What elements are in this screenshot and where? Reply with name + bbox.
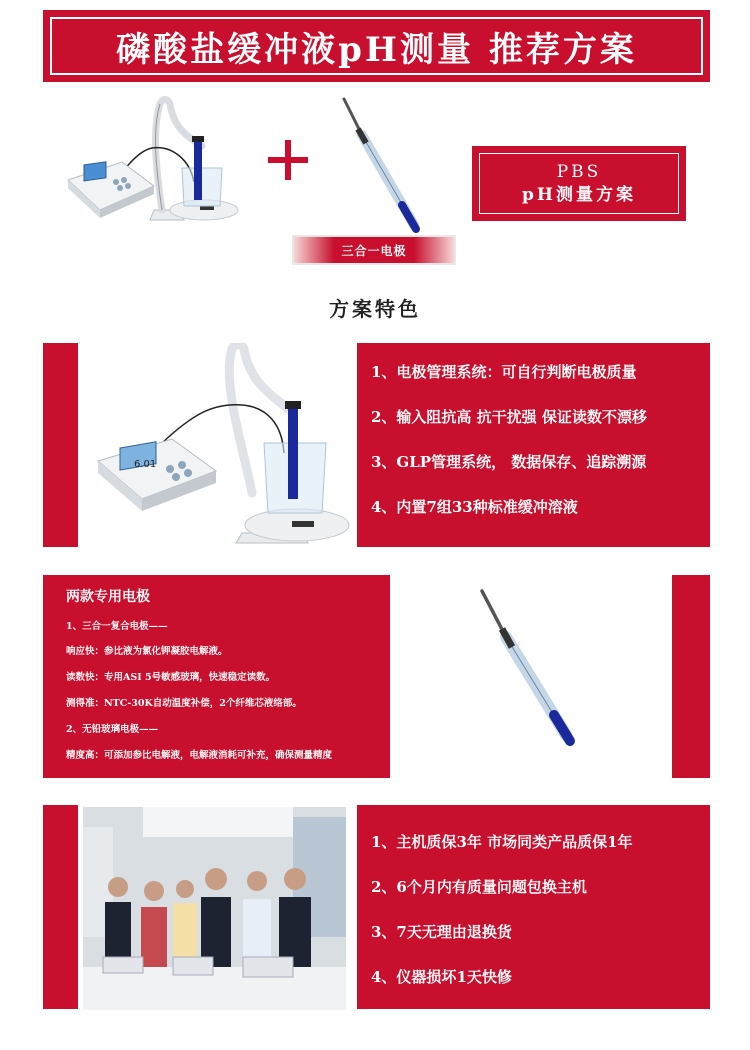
feature-list: [357, 343, 710, 547]
electrode-line: 2、无铅玻璃电极——: [66, 724, 159, 735]
electrode-large-image: [470, 585, 590, 755]
page-title: 磷酸盐缓冲液pH测量 推荐方案: [116, 29, 637, 70]
electrode-panel-title: 两款专用电极: [66, 589, 150, 605]
exhibition-photo: [83, 807, 346, 1010]
plus-icon: [268, 140, 308, 180]
electrode-image: [338, 95, 428, 235]
electrode-line: 精度高：可添加参比电解液，电解液消耗可补充，确保测量精度: [66, 750, 333, 761]
electrode-panel: [43, 575, 390, 778]
section-title: 方案特色: [329, 297, 421, 321]
pbs-subtitle: pH测量方案: [522, 184, 636, 205]
ph-meter-image: [62, 90, 242, 240]
warranty-list: [357, 805, 710, 1009]
header-frame: [50, 17, 703, 75]
electrode-line: 1、三合一复合电极——: [66, 621, 168, 632]
feature-item: 3、GLP管理系统， 数据保存、追踪溯源: [371, 453, 647, 471]
warranty-item: 1、主机质保3年 市场同类产品质保1年: [371, 833, 633, 851]
feature-item: 2、输入阻抗高 抗干扰强 保证读数不漂移: [371, 408, 647, 426]
warranty-item: 2、6个月内有质量问题包换主机: [371, 878, 587, 896]
warranty-item: 4、仪器损坏1天快修: [371, 968, 512, 986]
ph-meter-large-image: [92, 343, 354, 547]
electrode-line: 测得准：NTC-30K自动温度补偿，2个纤维芯液络部。: [66, 698, 302, 709]
left-red-bar: [43, 805, 78, 1009]
electrode-line: 响应快：参比液为氯化钾凝胶电解液。: [66, 646, 228, 657]
left-red-bar: [43, 343, 78, 547]
pbs-label: PBS: [556, 161, 602, 182]
warranty-item: 3、7天无理由退换货: [371, 923, 512, 941]
feature-item: 1、电极管理系统：可自行判断电极质量: [371, 363, 637, 381]
meter-display-value: 6.01: [134, 459, 157, 470]
electrode-tag: 三合一电极: [292, 235, 456, 265]
pbs-frame: [479, 153, 679, 214]
electrode-line: 读数快：专用ASI 5号敏感玻璃，快速稳定读数。: [66, 672, 276, 683]
right-red-bar: [672, 575, 710, 778]
feature-item: 4、内置7组33种标准缓冲溶液: [371, 498, 578, 516]
